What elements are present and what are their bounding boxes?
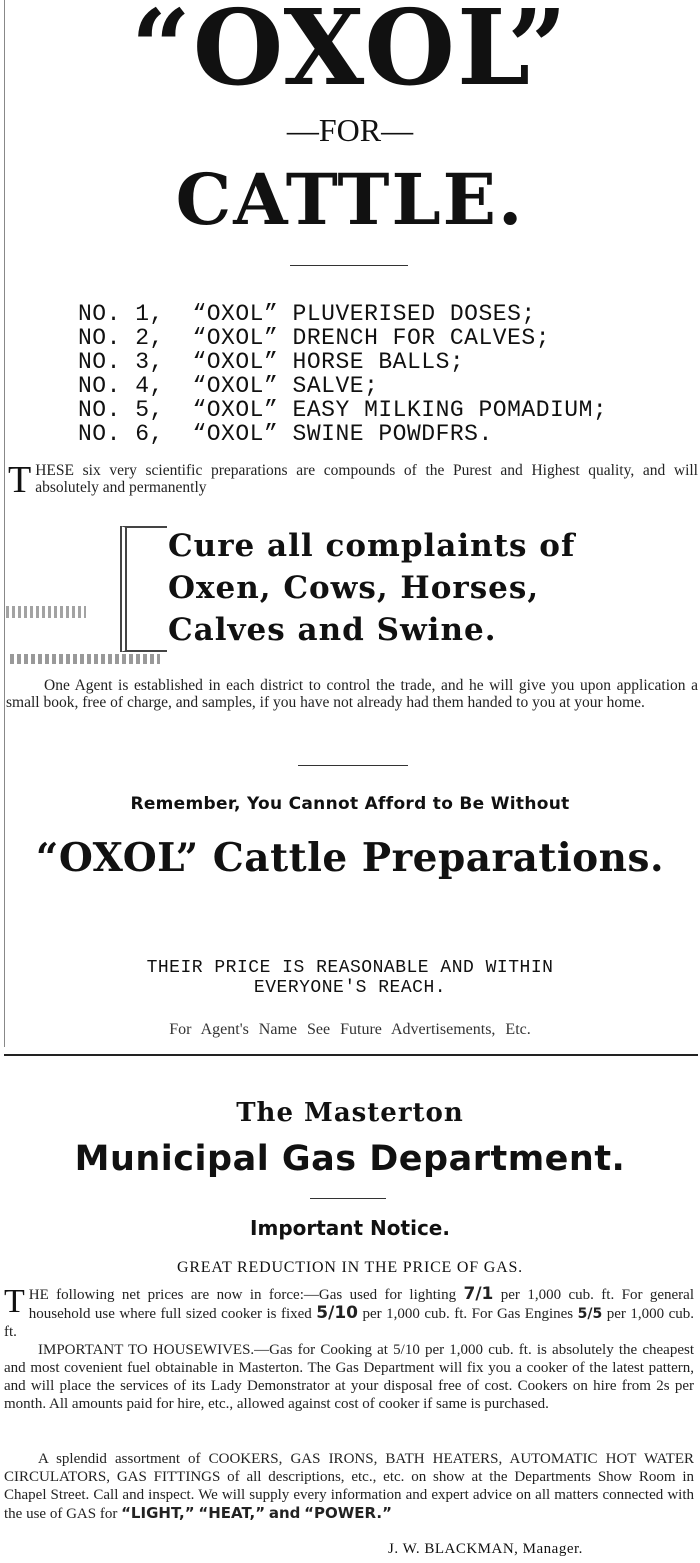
divider <box>290 265 408 266</box>
bracket-decoration <box>120 526 167 652</box>
for-label: —FOR— <box>286 112 414 148</box>
section-divider <box>4 1054 698 1056</box>
prices-paragraph: THE following net prices are now in force:—Gas used for lighting 7/1 per 1,000 cub. ft. For general household use where full sized cooker is fixed 5/10 per 1,000 cub. ft. For Gas Engines 5/5 per 1,000 cub. ft. <box>4 1283 694 1340</box>
divider <box>298 765 408 766</box>
oxol-title: “OXOL” <box>130 0 570 109</box>
drop-cap: T <box>4 1283 25 1320</box>
drop-cap: T <box>8 459 32 501</box>
manager-signature: J. W. BLACKMAN, Manager. <box>388 1541 583 1557</box>
cure-line: Cure all complaints of <box>168 528 576 564</box>
notice-heading: Important Notice. <box>250 1216 450 1240</box>
list-item: NO. 6, “OXOL” SWINE POWDFRS. <box>78 421 493 447</box>
housewives-paragraph: IMPORTANT TO HOUSEWIVES.—Gas for Cooking at 5/10 per 1,000 cub. ft. is absolutely the cheapest and most covenient fuel obtainable in Masterton. The Gas Department will fix you a cooker of the latest pattern, and will place the services of its Lady Demonstrator at your disposal free of cost. Cookers on hire from 2s per month. All amounts paid for hire, etc., allowed against cost of cooker if same is purchased. <box>4 1342 694 1412</box>
price-line-2: EVERYONE'S REACH. <box>253 978 447 998</box>
preparations-heading: “OXOL” Cattle Preparations. <box>35 835 665 881</box>
cattle-heading: CATTLE. <box>175 158 525 241</box>
smudge-decoration <box>6 606 86 618</box>
agents-note: For Agent's Name See Future Advertisements, Etc. <box>169 1021 531 1038</box>
remember-line: Remember, You Cannot Afford to Be Without <box>130 794 570 814</box>
intro-paragraph: THESE six very scientific preparations are compounds of the Purest and Highest quality, and will absolutely and permanently <box>8 459 698 501</box>
gas-heading-large: Municipal Gas Department. <box>74 1139 626 1179</box>
assortment-paragraph: A splendid assortment of COOKERS, GAS IRONS, BATH HEATERS, AUTOMATIC HOT WATER CIRCULATORS, GAS FITTINGS of all descriptions, etc., etc. on show at the Departments Show Room in Chapel Street. Call and inspect. We will supply every information and expert advice on all matters connected with the use of GAS for “LIGHT,” “HEAT,” and “POWER.” <box>4 1451 694 1522</box>
list-item: NO. 2, “OXOL” DRENCH FOR CALVES; <box>78 325 550 351</box>
list-item: NO. 5, “OXOL” EASY MILKING POMADIUM; <box>78 397 608 423</box>
left-border <box>4 0 5 1047</box>
agent-paragraph: One Agent is established in each district to control the trade, and he will give you upon application a small book, free of charge, and samples, if you have not already had them handed to you at your home. <box>6 677 698 711</box>
gas-heading-small: The Masterton <box>236 1098 464 1128</box>
divider <box>310 1198 386 1199</box>
list-item: NO. 3, “OXOL” HORSE BALLS; <box>78 349 465 375</box>
smudge-decoration <box>10 654 160 664</box>
cure-line: Oxen, Cows, Horses, <box>168 570 540 606</box>
cure-line: Calves and Swine. <box>168 612 497 648</box>
list-item: NO. 4, “OXOL” SALVE; <box>78 373 379 399</box>
reduction-line: GREAT REDUCTION IN THE PRICE OF GAS. <box>176 1259 523 1276</box>
list-item: NO. 1, “OXOL” PLUVERISED DOSES; <box>78 301 536 327</box>
price-line-1: THEIR PRICE IS REASONABLE AND WITHIN <box>146 958 554 978</box>
